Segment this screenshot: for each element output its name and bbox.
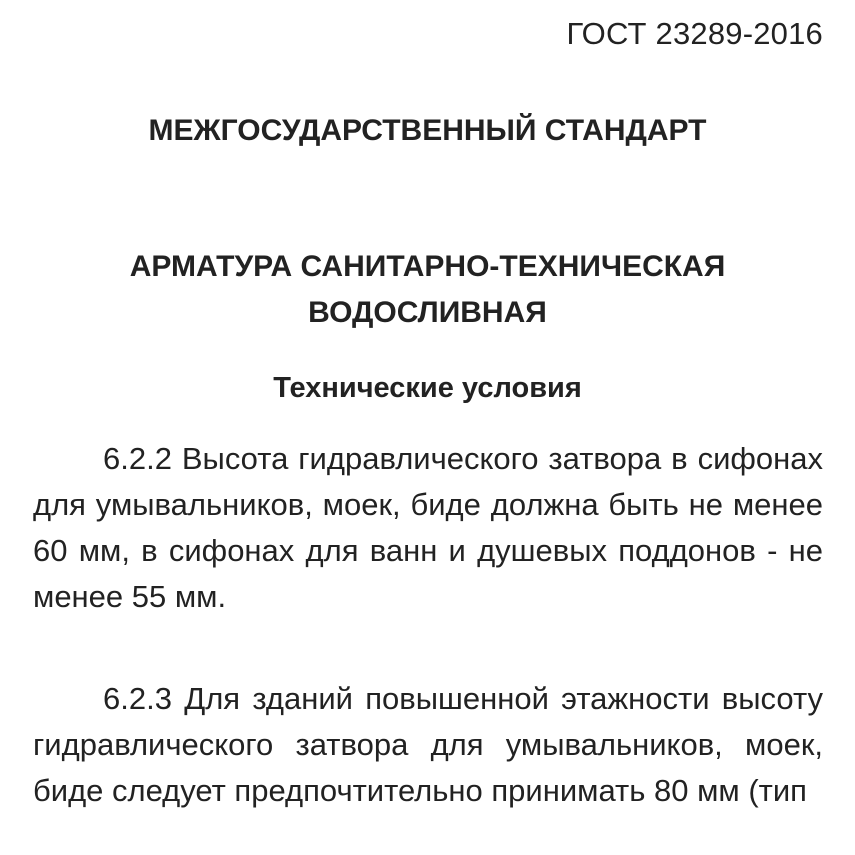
standard-subtitle: Технические условия (273, 372, 582, 404)
standard-type-heading: МЕЖГОСУДАРСТВЕННЫЙ СТАНДАРТ (148, 114, 707, 147)
standard-title (0, 244, 855, 336)
standard-title-line-1: АРМАТУРА САНИТАРНО-ТЕХНИЧЕСКАЯ (129, 250, 726, 283)
paragraph-6-2-2: 6.2.2 Высота гидравлического затвора в сифонах для умывальников, моек, биде должна быть не менее 60 мм, в сифонах для ванн и душевых поддонов - не менее 55 мм. (33, 441, 823, 614)
standard-code: ГОСТ 23289-2016 (566, 16, 823, 51)
paragraph-6-2-3: 6.2.3 Для зданий повышенной этажности высоту гидравлического затвора для умывальников, моек, биде следует предпочтительно принимать 80 мм (тип (33, 681, 823, 808)
standard-title-line-2: ВОДОСЛИВНАЯ (308, 296, 547, 329)
